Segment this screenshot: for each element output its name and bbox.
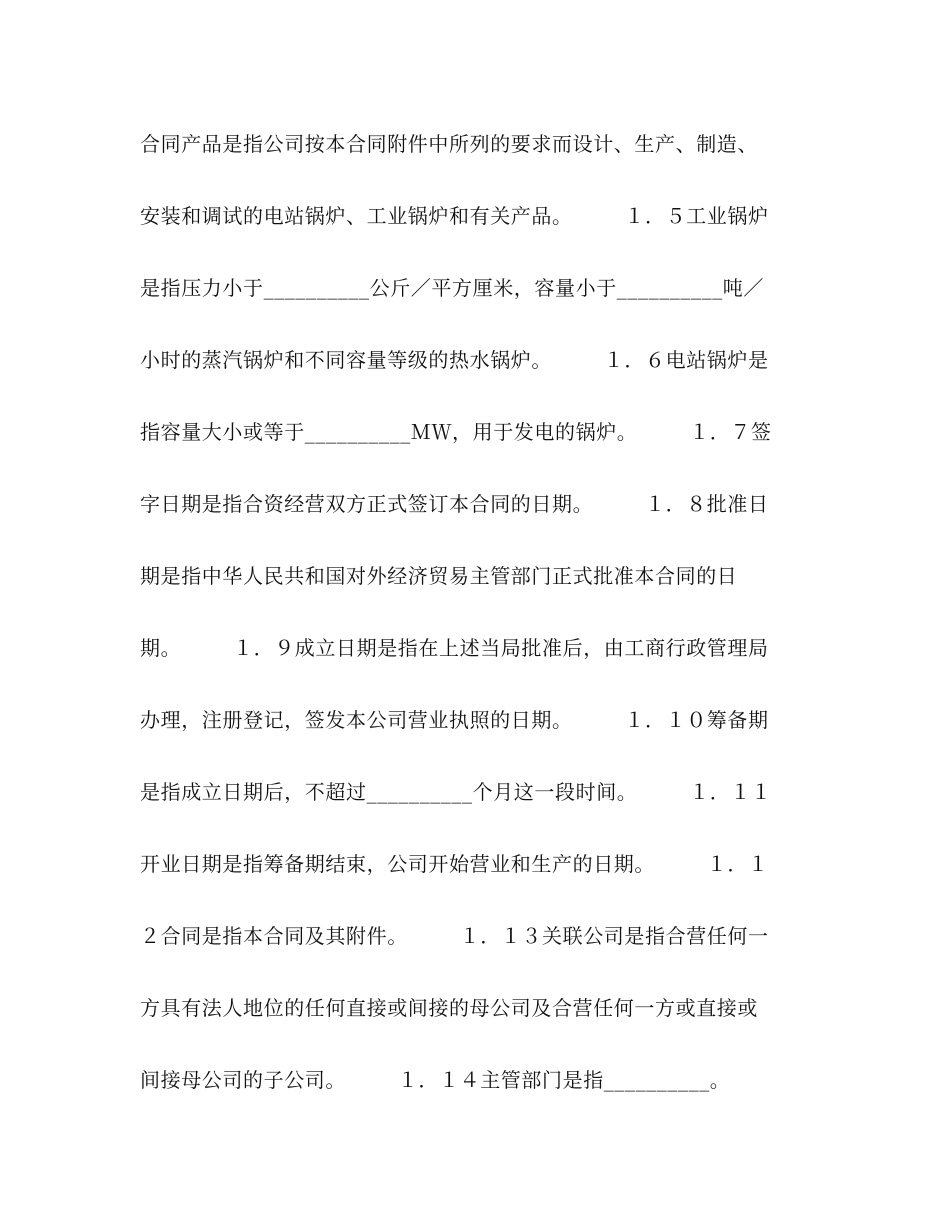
text-line: 合同产品是指公司按本合同附件中所列的要求而设计、生产、制造、	[140, 132, 758, 156]
text-line: ２合同是指本合同及其附件。 １．１３关联公司是指合营任何一	[140, 924, 769, 948]
text-line: 方具有法人地位的任何直接或间接的母公司及合营任何一方或直接或	[140, 996, 758, 1020]
text-line: 指容量大小或等于__________ＭＷ，用于发电的锅炉。 １．７签	[140, 420, 772, 444]
text-line: 是指成立日期后，不超过__________个月这一段时间。 １．１１	[140, 780, 772, 804]
text-line: 间接母公司的子公司。 １．１４主管部门是指__________。	[140, 1068, 731, 1092]
text-line: 办理，注册登记，签发本公司营业执照的日期。 １．１０筹备期	[140, 708, 769, 732]
text-line: 期是指中华人民共和国对外经济贸易主管部门正式批准本合同的日	[140, 564, 738, 588]
text-line: 安装和调试的电站锅炉、工业锅炉和有关产品。 １．５工业锅炉	[140, 204, 769, 228]
text-line: 是指压力小于__________公斤／平方厘米，容量小于__________吨／	[140, 276, 764, 300]
text-line: 字日期是指合资经营双方正式签订本合同的日期。 １．８批准日	[140, 492, 769, 516]
text-line: 小时的蒸汽锅炉和不同容量等级的热水锅炉。 １．６电站锅炉是	[140, 348, 769, 372]
text-line: 开业日期是指筹备期结束，公司开始营业和生产的日期。 １．１	[140, 852, 769, 876]
text-line: 期。 １．９成立日期是指在上述当局批准后，由工商行政管理局	[140, 636, 769, 660]
